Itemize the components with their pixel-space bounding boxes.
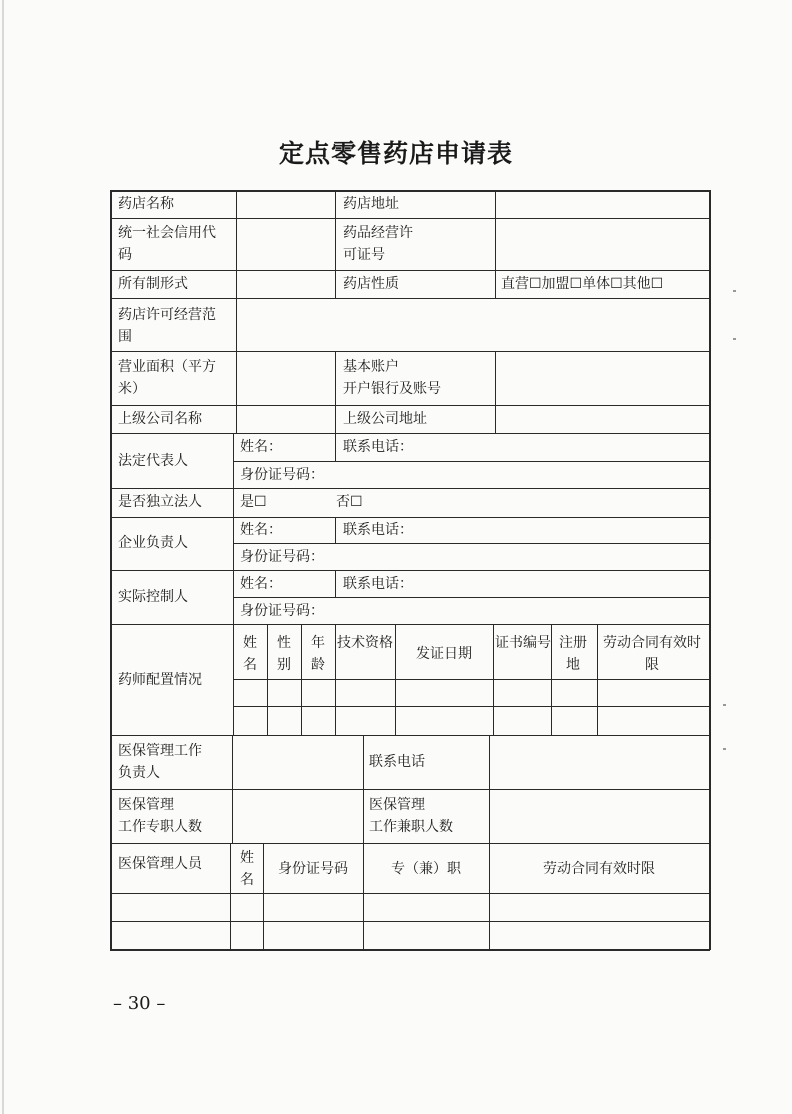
ph-col-title: 技术资格 [337,635,393,651]
ph-col-age: 年龄 [311,635,325,673]
label-parent-address: 上级公司地址 [343,411,427,427]
st-col-name: 姓名 [240,850,254,888]
label-pharmacist: 药师配置情况 [118,672,202,688]
legal-rep-name-label: 姓名： [240,439,282,455]
label-drug-license-l1: 药品经营许 [343,225,413,241]
independent-no[interactable]: 否☐ [336,494,363,510]
head-name-label: 姓名： [240,522,282,538]
ph-col-date: 发证日期 [416,646,472,662]
label-license-scope-l2: 围 [118,329,132,345]
label-area-l2: 米） [118,381,146,397]
controller-name-label: 姓名： [240,576,282,592]
label-drug-license-l2: 可证号 [343,247,385,263]
ph-col-contract: 劳动合同有效时限 [603,635,701,673]
label-parent-name: 上级公司名称 [118,411,202,427]
label-license-scope-l1: 药店许可经营范 [118,307,216,323]
form-title: 定点零售药店申请表 [278,139,513,168]
label-store-nature: 药店性质 [343,276,399,292]
label-credit-code-l2: 码 [118,247,132,263]
label-bank-l2: 开户银行及账号 [343,381,441,397]
label-ins-staff: 医保管理人员 [118,856,202,872]
page-number: – 30 – [113,993,166,1014]
label-legal-rep: 法定代表人 [118,453,188,469]
legal-rep-phone-label: 联系电话： [343,439,413,455]
st-col-contract: 劳动合同有效时限 [543,861,655,877]
label-actual-controller: 实际控制人 [118,589,188,605]
independent-yes[interactable]: 是☐ [240,494,267,510]
label-ins-full-l1: 医保管理 [118,797,174,813]
label-ins-part-l2: 工作兼职人数 [369,819,453,835]
label-ownership: 所有制形式 [118,276,188,292]
head-phone-label: 联系电话： [343,522,413,538]
st-col-role: 专（兼）职 [391,861,461,877]
ph-col-reg: 注册地 [559,635,587,673]
label-independent: 是否独立法人 [118,494,202,510]
label-ins-head-l1: 医保管理工作 [118,743,202,759]
label-enterprise-head: 企业负责人 [118,535,188,551]
label-store-name: 药店名称 [118,196,174,212]
ph-col-name: 姓名 [243,635,257,673]
controller-phone-label: 联系电话： [343,576,413,592]
label-ins-head-l2: 负责人 [118,765,160,781]
store-nature-options[interactable]: 直营☐加盟☐单体☐其他☐ [501,276,664,292]
ph-col-gender: 性别 [277,635,291,673]
label-area-l1: 营业面积（平方 [118,359,216,375]
head-id-label: 身份证号码： [240,549,324,565]
controller-id-label: 身份证号码： [240,603,324,619]
label-credit-code-l1: 统一社会信用代 [118,225,216,241]
label-contact-phone: 联系电话 [369,754,425,770]
label-ins-part-l1: 医保管理 [369,797,425,813]
legal-rep-id-label: 身份证号码： [240,467,324,483]
label-bank-l1: 基本账户 [343,359,399,375]
label-store-address: 药店地址 [343,196,399,212]
st-col-id: 身份证号码 [278,861,348,877]
label-ins-full-l2: 工作专职人数 [118,819,202,835]
ph-col-cert: 证书编号 [495,635,551,651]
